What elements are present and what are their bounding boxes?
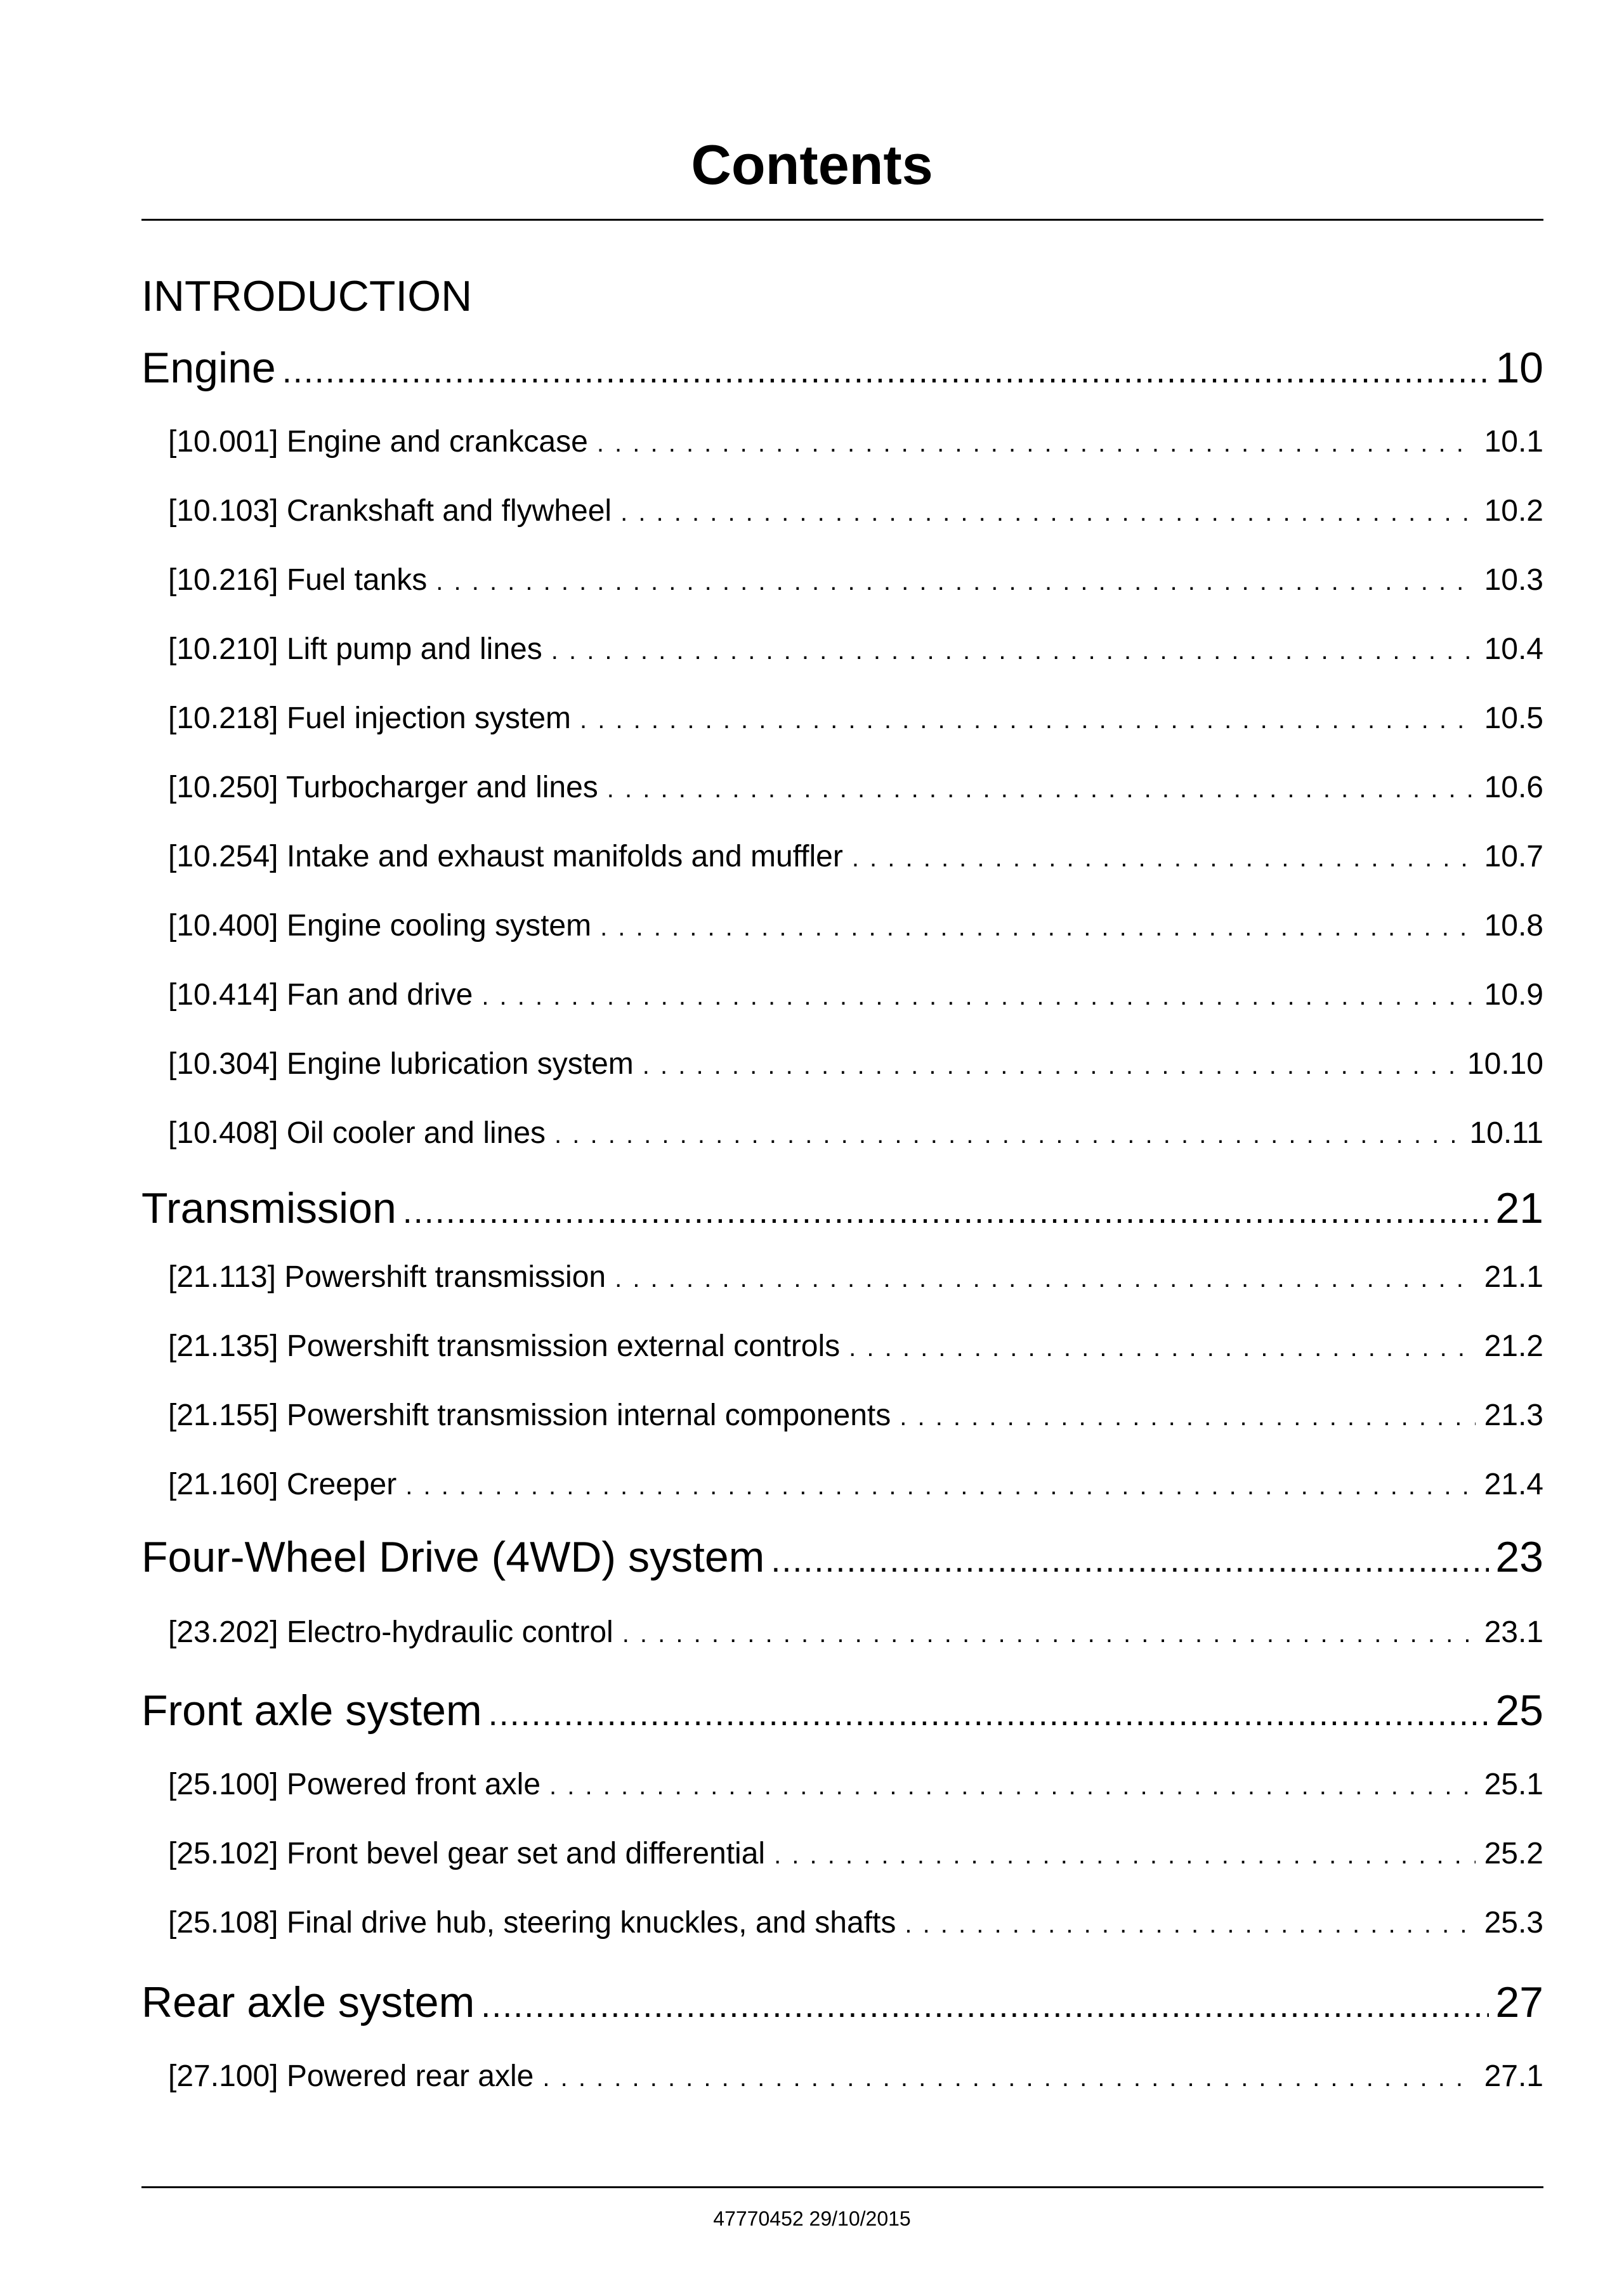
dot-leader [607,769,1476,809]
bottom-divider [141,2186,1543,2188]
toc-section-entry[interactable] [168,1044,1543,1086]
toc-section-entry[interactable] [168,975,1543,1017]
section-page-number: 21.3 [1484,1399,1543,1432]
section-title: [10.408] Oil cooler and lines [168,1116,546,1150]
section-page-number: 25.1 [1484,1768,1543,1801]
section-title: [10.001] Engine and crankcase [168,425,588,459]
page-title: Contents [691,133,933,196]
toc-chapter-entry[interactable] [141,1180,1543,1240]
toc-section-entry[interactable] [168,2056,1543,2098]
section-title: [27.100] Powered rear axle [168,2059,534,2093]
section-title: [10.103] Crankshaft and flywheel [168,494,612,528]
toc-section-entry[interactable] [168,906,1543,948]
footer-doc-id: 47770452 29/10/2015 [713,2207,911,2230]
chapter-title: Four-Wheel Drive (4WD) system [141,1533,765,1581]
dot-leader [436,561,1475,602]
dot-leader [852,838,1476,878]
dot-leader [849,1327,1475,1368]
dot-leader [622,1614,1476,1654]
dot-leader [620,492,1475,533]
section-page-number: 25.2 [1484,1837,1543,1870]
toc-section-entry[interactable] [168,560,1543,602]
toc-section-entry[interactable] [168,1326,1543,1368]
section-title: [10.216] Fuel tanks [168,563,428,597]
toc-chapter-entry[interactable] [141,1974,1543,2034]
toc-chapter-entry[interactable] [141,1682,1543,1742]
toc-chapter-entry[interactable] [141,339,1543,400]
chapter-title: Rear axle system [141,1978,475,2026]
section-title: [23.202] Electro-hydraulic control [168,1615,613,1649]
dot-leader [488,1685,1490,1742]
section-page-number: 25.3 [1484,1906,1543,1940]
toc-section-entry[interactable] [168,491,1543,533]
dot-leader [580,700,1476,740]
section-title: [10.304] Engine lubrication system [168,1047,634,1081]
section-page-number: 21.4 [1484,1468,1543,1501]
section-title: [25.108] Final drive hub, steering knuckles, and shafts [168,1906,896,1940]
dot-leader [600,907,1476,948]
toc-section-entry[interactable] [168,1612,1543,1654]
chapter-title: Engine [141,344,276,392]
section-page-number: 10.11 [1469,1116,1543,1150]
dot-leader [405,1466,1475,1506]
section-page-number: 10.6 [1484,771,1543,804]
section-page-number: 21.2 [1484,1329,1543,1363]
top-divider [141,219,1543,221]
section-page-number: 23.1 [1484,1615,1543,1649]
section-title: [25.102] Front bevel gear set and differential [168,1837,766,1870]
section-page-number: 10.7 [1484,840,1543,873]
chapter-title: Transmission [141,1184,396,1232]
dot-leader [542,2058,1475,2098]
dot-leader [481,976,1475,1017]
toc-section-entry[interactable] [168,1257,1543,1299]
section-page-number: 10.8 [1484,909,1543,943]
toc-section-entry[interactable] [168,698,1543,740]
toc-section-entry[interactable] [168,1395,1543,1437]
dot-leader [774,1835,1476,1875]
dot-leader [643,1045,1458,1086]
section-title: [21.135] Powershift transmission external controls [168,1329,841,1363]
chapter-page-number: 25 [1495,1686,1543,1735]
dot-leader [282,342,1490,400]
dot-leader [481,1977,1489,2034]
section-title: [10.210] Lift pump and lines [168,632,542,666]
section-page-number: 21.1 [1484,1260,1543,1294]
dot-leader [554,1114,1460,1155]
section-title: [10.400] Engine cooling system [168,909,592,943]
section-title: [10.254] Intake and exhaust manifolds and muffler [168,840,843,873]
section-page-number: 10.3 [1484,563,1543,597]
section-page-number: 27.1 [1484,2059,1543,2093]
dot-leader [905,1904,1475,1945]
section-page-number: 10.2 [1484,494,1543,528]
section-title: [10.414] Fan and drive [168,978,473,1012]
section-title: [21.113] Powershift transmission [168,1260,606,1294]
chapter-page-number: 10 [1495,344,1543,392]
toc-section-entry[interactable] [168,767,1543,809]
section-page-number: 10.10 [1467,1047,1543,1081]
section-page-number: 10.5 [1484,701,1543,735]
dot-leader [597,423,1476,464]
chapter-page-number: 23 [1495,1533,1543,1581]
toc-section-entry[interactable] [168,1903,1543,1945]
toc-section-entry[interactable] [168,629,1543,671]
chapter-title: Front axle system [141,1686,482,1735]
dot-leader [900,1397,1475,1437]
section-title: [21.155] Powershift transmission internal components [168,1399,891,1432]
section-title: [21.160] Creeper [168,1468,397,1501]
toc-section-entry[interactable] [168,1464,1543,1506]
toc-section-entry[interactable] [168,422,1543,464]
section-page-number: 10.1 [1484,425,1543,459]
dot-leader [551,630,1476,671]
section-title: [10.250] Turbocharger and lines [168,771,598,804]
toc-section-entry[interactable] [168,1113,1543,1155]
section-page-number: 10.9 [1484,978,1543,1012]
chapter-page-number: 21 [1495,1184,1543,1232]
dot-leader [403,1183,1490,1240]
section-title: [10.218] Fuel injection system [168,701,571,735]
chapter-page-number: 27 [1495,1978,1543,2026]
toc-section-entry[interactable] [168,1764,1543,1806]
toc-section-entry[interactable] [168,837,1543,878]
section-page-number: 10.4 [1484,632,1543,666]
intro-heading: INTRODUCTION [141,272,473,320]
toc-section-entry[interactable] [168,1834,1543,1875]
dot-leader [549,1766,1476,1806]
dot-leader [771,1532,1489,1589]
dot-leader [615,1258,1475,1299]
toc-chapter-entry[interactable] [141,1529,1543,1589]
section-title: [25.100] Powered front axle [168,1768,541,1801]
